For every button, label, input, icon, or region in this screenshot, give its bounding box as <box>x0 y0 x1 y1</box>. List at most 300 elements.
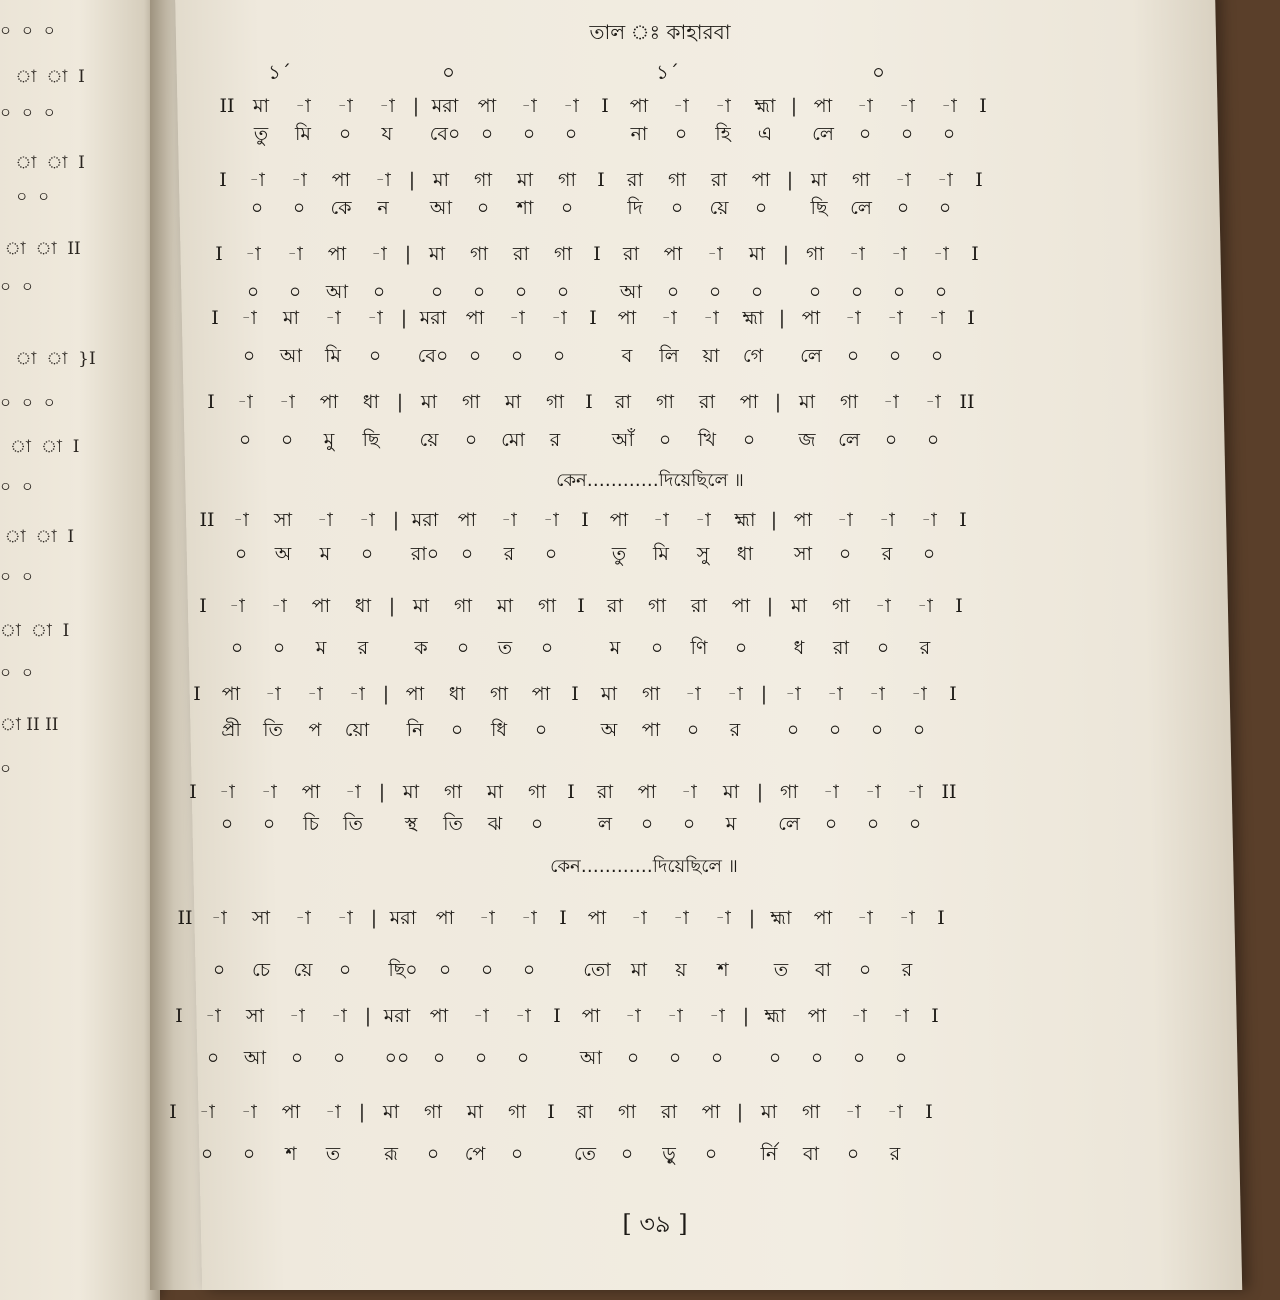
lyric-syllable: ড়ু <box>662 1143 676 1165</box>
note-cell: -া <box>827 683 843 705</box>
bar-line: I <box>585 391 593 413</box>
lyric-syllable: বা <box>802 1143 820 1165</box>
bar-line: I <box>925 1101 933 1123</box>
notation-line <box>198 388 980 420</box>
lyric-syllable: ত <box>773 959 789 981</box>
lyric-syllable: আ <box>429 197 453 219</box>
lyric-syllable: ০ <box>884 429 898 451</box>
note-cell: -া <box>479 907 495 929</box>
tala-marker: ১´ <box>656 60 679 84</box>
note-cell: গা <box>802 1101 820 1123</box>
note-cell: পা <box>637 781 657 803</box>
bar-line: | <box>412 95 420 117</box>
note-cell: -া <box>823 781 839 803</box>
lyric-line <box>202 342 984 374</box>
bar-line: I <box>553 1005 561 1027</box>
bar-line: | <box>388 595 396 617</box>
lyric-syllable: ০ <box>272 637 286 659</box>
lyric-syllable: ০ <box>438 959 452 981</box>
lyric-syllable: ০ <box>824 813 838 835</box>
lyric-syllable: ০ <box>938 197 952 219</box>
lyric-syllable: ০ <box>426 1143 440 1165</box>
note-cell: -া <box>921 509 937 531</box>
lyric-syllable: ০ <box>200 1143 214 1165</box>
lyric-syllable: ০ <box>922 543 936 565</box>
lyric-syllable: রূ <box>384 1143 398 1165</box>
lyric-line <box>194 540 976 572</box>
left-margin-row: া া }I <box>0 349 96 369</box>
refrain-line: কেন…………দিয়েছিলে ॥ <box>556 470 744 491</box>
bar-line: I <box>955 595 963 617</box>
lyric-syllable: মি <box>325 345 341 367</box>
bar-line: I <box>959 509 967 531</box>
note-cell: সা <box>251 907 271 929</box>
note-cell: -া <box>707 243 723 265</box>
note-cell: -া <box>631 907 647 929</box>
lyric-syllable: ০ <box>460 543 474 565</box>
note-cell: মা <box>496 595 514 617</box>
lyric-syllable: রা০ <box>410 543 440 565</box>
lyric-syllable: ০ <box>810 1047 824 1069</box>
note-cell: পা <box>609 509 629 531</box>
lyric-line <box>160 1140 942 1172</box>
lyric-syllable: ০ <box>280 429 294 451</box>
lyric-syllable: তি <box>343 813 363 835</box>
note-cell: পা <box>813 95 833 117</box>
note-cell: পা <box>465 307 485 329</box>
note-cell: পা <box>477 95 497 117</box>
lyric-syllable: ০ <box>332 1047 346 1069</box>
lyric-syllable: লি <box>659 345 679 367</box>
note-cell: গা <box>840 391 858 413</box>
lyric-syllable: ধি <box>490 719 508 741</box>
note-cell: -া <box>359 509 375 531</box>
notation-line <box>166 1002 948 1034</box>
lyric-syllable: অ <box>274 543 292 565</box>
lyric-syllable: এ <box>757 123 773 145</box>
bar-line: | <box>756 781 764 803</box>
note-cell: মা <box>420 391 438 413</box>
lyric-syllable: ০ <box>900 123 914 145</box>
lyric-syllable: র <box>889 1143 901 1165</box>
lyric-syllable: ণি <box>690 637 708 659</box>
lyric-syllable: য়ে <box>293 959 313 981</box>
lyric-syllable: ০ <box>650 637 664 659</box>
lyric-syllable: ০ <box>522 959 536 981</box>
lyric-syllable: ০ <box>808 281 822 303</box>
note-cell: পা <box>701 1101 721 1123</box>
note-cell: -া <box>279 391 295 413</box>
note-cell: মা <box>402 781 420 803</box>
lyric-syllable: আ <box>619 281 643 303</box>
note-cell: মা <box>798 391 816 413</box>
refrain-line: কেন…………দিয়েছিলে ॥ <box>550 856 738 877</box>
note-cell: মা <box>504 391 522 413</box>
lyric-syllable: ০ <box>530 813 544 835</box>
bar-line: I <box>967 307 975 329</box>
note-cell: -া <box>857 95 873 117</box>
left-margin-row: া া I <box>0 527 75 547</box>
note-cell: -া <box>837 509 853 531</box>
lyric-syllable: কে <box>330 197 352 219</box>
note-cell: পা <box>663 243 683 265</box>
bar-line: II <box>219 95 235 117</box>
note-cell: -া <box>543 509 559 531</box>
lyric-syllable: ০ <box>846 345 860 367</box>
note-cell: -া <box>337 907 353 929</box>
note-cell: -া <box>211 907 227 929</box>
note-cell: -া <box>289 1005 305 1027</box>
note-cell: -া <box>703 307 719 329</box>
lyric-syllable: ০ <box>540 637 554 659</box>
lyric-syllable: ০ <box>838 543 852 565</box>
bar-line: | <box>408 169 416 191</box>
note-cell: পা <box>435 907 455 929</box>
lyric-syllable: স্থ <box>404 813 418 835</box>
lyric-syllable: ০ <box>670 197 684 219</box>
note-cell: -া <box>941 95 957 117</box>
lyric-syllable: ০ <box>468 345 482 367</box>
bar-line: | <box>770 509 778 531</box>
bar-line: I <box>949 683 957 705</box>
note-cell: পা <box>617 307 637 329</box>
note-cell: গা <box>832 595 850 617</box>
tala-marker: ১´ <box>268 60 291 84</box>
note-cell: মরা <box>431 95 459 117</box>
note-cell: পা <box>629 95 649 117</box>
lyric-syllable: ০ <box>514 281 528 303</box>
note-cell: হ্মা <box>764 1005 786 1027</box>
lyric-syllable: ০ <box>290 1047 304 1069</box>
lyric-syllable: সু <box>696 543 710 565</box>
lyric-syllable: ০ <box>472 281 486 303</box>
lyric-syllable: ০ <box>368 345 382 367</box>
lyric-syllable: ০ <box>360 543 374 565</box>
note-cell: -া <box>899 907 915 929</box>
note-cell: গা <box>538 595 556 617</box>
note-cell: গা <box>780 781 798 803</box>
left-margin-row: া া I <box>0 67 85 87</box>
lyric-syllable: ০ <box>464 429 478 451</box>
lyric-syllable: ০ <box>930 345 944 367</box>
note-cell: রা <box>607 595 623 617</box>
note-cell: -া <box>887 307 903 329</box>
lyric-syllable: ০ <box>786 719 800 741</box>
bar-line: I <box>567 781 575 803</box>
note-cell: সা <box>245 1005 265 1027</box>
lyric-syllable: ০ <box>450 719 464 741</box>
note-cell: মা <box>282 307 300 329</box>
lyric-syllable: ০ <box>894 1047 908 1069</box>
note-cell: গা <box>546 391 564 413</box>
note-cell: -া <box>937 169 953 191</box>
note-cell: -া <box>715 907 731 929</box>
lyric-syllable: ০ <box>220 813 234 835</box>
note-cell: -া <box>895 169 911 191</box>
lyric-syllable: য় <box>675 959 687 981</box>
left-margin-row: ০ ০ ০ <box>0 103 55 123</box>
lyric-syllable: ০ <box>206 1047 220 1069</box>
note-cell: -া <box>883 391 899 413</box>
lyric-syllable: ০ <box>560 197 574 219</box>
bar-line: I <box>937 907 945 929</box>
note-cell: গা <box>490 683 508 705</box>
note-cell: পা <box>327 243 347 265</box>
lyric-line <box>166 1044 948 1076</box>
lyric-syllable: ০ <box>522 123 536 145</box>
lyric-syllable: গে <box>742 345 764 367</box>
bar-line: II <box>199 509 215 531</box>
left-margin-row: ০ ০ <box>0 187 50 207</box>
lyric-syllable: ০০ <box>384 1047 410 1069</box>
note-cell: -া <box>845 1101 861 1123</box>
note-cell: -া <box>681 781 697 803</box>
note-cell: পা <box>281 1101 301 1123</box>
note-cell: পা <box>319 391 339 413</box>
lyric-syllable: ০ <box>564 123 578 145</box>
lyric-syllable: ০ <box>682 813 696 835</box>
bar-line: I <box>547 1101 555 1123</box>
note-cell: পা <box>531 683 551 705</box>
note-cell: -া <box>287 243 303 265</box>
lyric-syllable: ০ <box>768 1047 782 1069</box>
note-cell: -া <box>907 781 923 803</box>
lyric-syllable: আঁ <box>611 429 635 451</box>
note-cell: -া <box>865 781 881 803</box>
note-cell: গা <box>554 243 572 265</box>
bar-line: I <box>175 1005 183 1027</box>
lyric-syllable: ০ <box>262 813 276 835</box>
bar-line: I <box>189 781 197 803</box>
lyric-syllable: ০ <box>942 123 956 145</box>
note-cell: -া <box>271 595 287 617</box>
lyric-syllable: তো <box>583 959 611 981</box>
lyric-syllable: জ <box>798 429 816 451</box>
lyric-syllable: ছি০ <box>388 959 418 981</box>
bar-line: | <box>392 509 400 531</box>
note-cell: মরা <box>419 307 447 329</box>
lyric-syllable: ছি <box>810 197 828 219</box>
note-cell: হ্মা <box>734 509 756 531</box>
lyric-syllable: ০ <box>852 1047 866 1069</box>
lyric-syllable: ০ <box>544 543 558 565</box>
note-cell: -া <box>337 95 353 117</box>
note-cell: পা <box>311 595 331 617</box>
note-cell: -া <box>241 1101 257 1123</box>
note-cell: -া <box>911 683 927 705</box>
lyric-syllable: ম <box>319 543 331 565</box>
left-margin-row: ০ ০ ০ <box>0 21 55 41</box>
lyric-syllable: ০ <box>288 281 302 303</box>
note-cell: -া <box>929 307 945 329</box>
lyric-syllable: ০ <box>510 1143 524 1165</box>
lyric-syllable: ০ <box>372 281 386 303</box>
note-cell: -া <box>509 307 525 329</box>
note-cell: রা <box>661 1101 677 1123</box>
lyric-syllable: আ <box>325 281 349 303</box>
note-cell: -া <box>925 391 941 413</box>
lyric-syllable: ০ <box>620 1143 634 1165</box>
lyric-syllable: ০ <box>674 123 688 145</box>
left-margin-row: ০ ০ <box>0 663 33 683</box>
lyric-syllable: ০ <box>858 959 872 981</box>
lyric-syllable: ০ <box>626 1047 640 1069</box>
lyric-syllable: ০ <box>510 345 524 367</box>
lyric-syllable: তে <box>574 1143 596 1165</box>
lyric-syllable: ০ <box>246 281 260 303</box>
lyric-syllable: ০ <box>866 813 880 835</box>
lyric-syllable: ০ <box>516 1047 530 1069</box>
note-cell: রা <box>623 243 639 265</box>
note-cell: -া <box>727 683 743 705</box>
bar-line: | <box>400 307 408 329</box>
lyric-syllable: ০ <box>734 637 748 659</box>
lyric-syllable: ০ <box>238 429 252 451</box>
left-margin-row: ০ ০ <box>0 477 33 497</box>
note-cell: মা <box>722 781 740 803</box>
lyric-syllable: ০ <box>704 1143 718 1165</box>
lyric-syllable: বে০ <box>429 123 461 145</box>
lyric-syllable: ০ <box>212 959 226 981</box>
lyric-syllable: চে <box>252 959 270 981</box>
note-cell: -া <box>349 683 365 705</box>
lyric-syllable: ০ <box>710 1047 724 1069</box>
note-cell: সা <box>273 509 293 531</box>
note-cell: মা <box>428 243 446 265</box>
note-cell: মা <box>760 1101 778 1123</box>
note-cell: গা <box>618 1101 636 1123</box>
note-cell: গা <box>806 243 824 265</box>
left-margin-row: ০ ০ ০ <box>0 393 55 413</box>
lyric-syllable: ০ <box>934 281 948 303</box>
bar-line: I <box>597 169 605 191</box>
lyric-syllable: তু <box>253 123 269 145</box>
bar-line: | <box>358 1101 366 1123</box>
lyric-syllable: ল <box>597 813 613 835</box>
lyric-syllable: ০ <box>480 123 494 145</box>
note-cell: -া <box>237 391 253 413</box>
note-cell: -া <box>891 243 907 265</box>
bar-line: I <box>215 243 223 265</box>
lyric-syllable: ০ <box>850 281 864 303</box>
lyric-line <box>190 634 972 666</box>
lyric-syllable: র <box>357 637 369 659</box>
lyric-syllable: তু <box>611 543 627 565</box>
lyric-syllable: মা <box>630 959 648 981</box>
note-cell: পা <box>801 307 821 329</box>
lyric-syllable: ০ <box>754 197 768 219</box>
lyric-syllable: র <box>503 543 515 565</box>
bar-line: I <box>979 95 987 117</box>
note-cell: পা <box>751 169 771 191</box>
note-cell: -া <box>233 509 249 531</box>
bar-line: II <box>941 781 957 803</box>
note-cell: রা <box>513 243 529 265</box>
lyric-syllable: লে <box>850 197 872 219</box>
lyric-syllable: র <box>729 719 741 741</box>
note-cell: -া <box>265 683 281 705</box>
lyric-syllable: ০ <box>658 429 672 451</box>
note-cell: গা <box>668 169 686 191</box>
notation-line <box>184 680 966 712</box>
lyric-syllable: ০ <box>242 1143 256 1165</box>
lyric-syllable: মি <box>653 543 669 565</box>
note-cell: -া <box>295 95 311 117</box>
lyric-syllable: ০ <box>896 197 910 219</box>
left-margin-row: ০ ০ <box>0 567 33 587</box>
note-cell: রা <box>615 391 631 413</box>
note-cell: -া <box>563 95 579 117</box>
note-cell: গা <box>470 243 488 265</box>
lyric-syllable: নি <box>406 719 424 741</box>
note-cell: ধা <box>448 683 466 705</box>
note-cell: মা <box>382 1101 400 1123</box>
lyric-line <box>214 120 996 152</box>
lyric-syllable: ক <box>414 637 428 659</box>
note-cell: -া <box>851 1005 867 1027</box>
lyric-syllable: পা <box>641 719 661 741</box>
note-cell: -া <box>893 1005 909 1027</box>
lyric-syllable: ০ <box>338 123 352 145</box>
note-cell: ধা <box>354 595 372 617</box>
note-cell: রা <box>597 781 613 803</box>
left-margin-row: া া I <box>0 437 80 457</box>
bar-line: | <box>364 1005 372 1027</box>
lyric-syllable: ০ <box>892 281 906 303</box>
lyric-syllable: ০ <box>292 197 306 219</box>
lyric-syllable: আ <box>579 1047 603 1069</box>
lyric-syllable: সা <box>793 543 813 565</box>
note-cell: -া <box>245 243 261 265</box>
note-cell: গা <box>528 781 546 803</box>
lyric-syllable: ম <box>725 813 737 835</box>
lyric-syllable: ০ <box>686 719 700 741</box>
note-cell: গা <box>462 391 480 413</box>
lyric-syllable: ০ <box>480 959 494 981</box>
note-cell: -া <box>785 683 801 705</box>
note-cell: পা <box>731 595 751 617</box>
bar-line: I <box>207 391 215 413</box>
lyric-syllable: আ <box>243 1047 267 1069</box>
left-margin-row: ০ ০ <box>0 277 33 297</box>
lyric-syllable: হি <box>715 123 731 145</box>
note-cell: -া <box>371 243 387 265</box>
lyric-syllable: ০ <box>668 1047 682 1069</box>
page-number: [ ৩৯ ] <box>622 1210 688 1238</box>
bar-line: I <box>593 243 601 265</box>
note-cell: পা <box>793 509 813 531</box>
note-cell: -া <box>501 509 517 531</box>
lyric-syllable: রা <box>833 637 849 659</box>
lyric-syllable: ০ <box>242 345 256 367</box>
note-cell: -া <box>879 509 895 531</box>
note-cell: -া <box>249 169 265 191</box>
lyric-line <box>180 810 962 842</box>
lyric-syllable: বা <box>814 959 832 981</box>
lyric-syllable: ০ <box>230 637 244 659</box>
note-cell: মরা <box>389 907 417 929</box>
note-cell: -া <box>899 95 915 117</box>
bar-line: | <box>760 683 768 705</box>
lyric-syllable: ০ <box>552 345 566 367</box>
lyric-syllable: র <box>881 543 893 565</box>
lyric-syllable: মি <box>295 123 311 145</box>
lyric-line <box>210 194 992 226</box>
tala-marker: ০ <box>872 60 886 84</box>
lyric-syllable: ০ <box>456 637 470 659</box>
note-cell: রা <box>691 595 707 617</box>
note-cell: -া <box>625 1005 641 1027</box>
